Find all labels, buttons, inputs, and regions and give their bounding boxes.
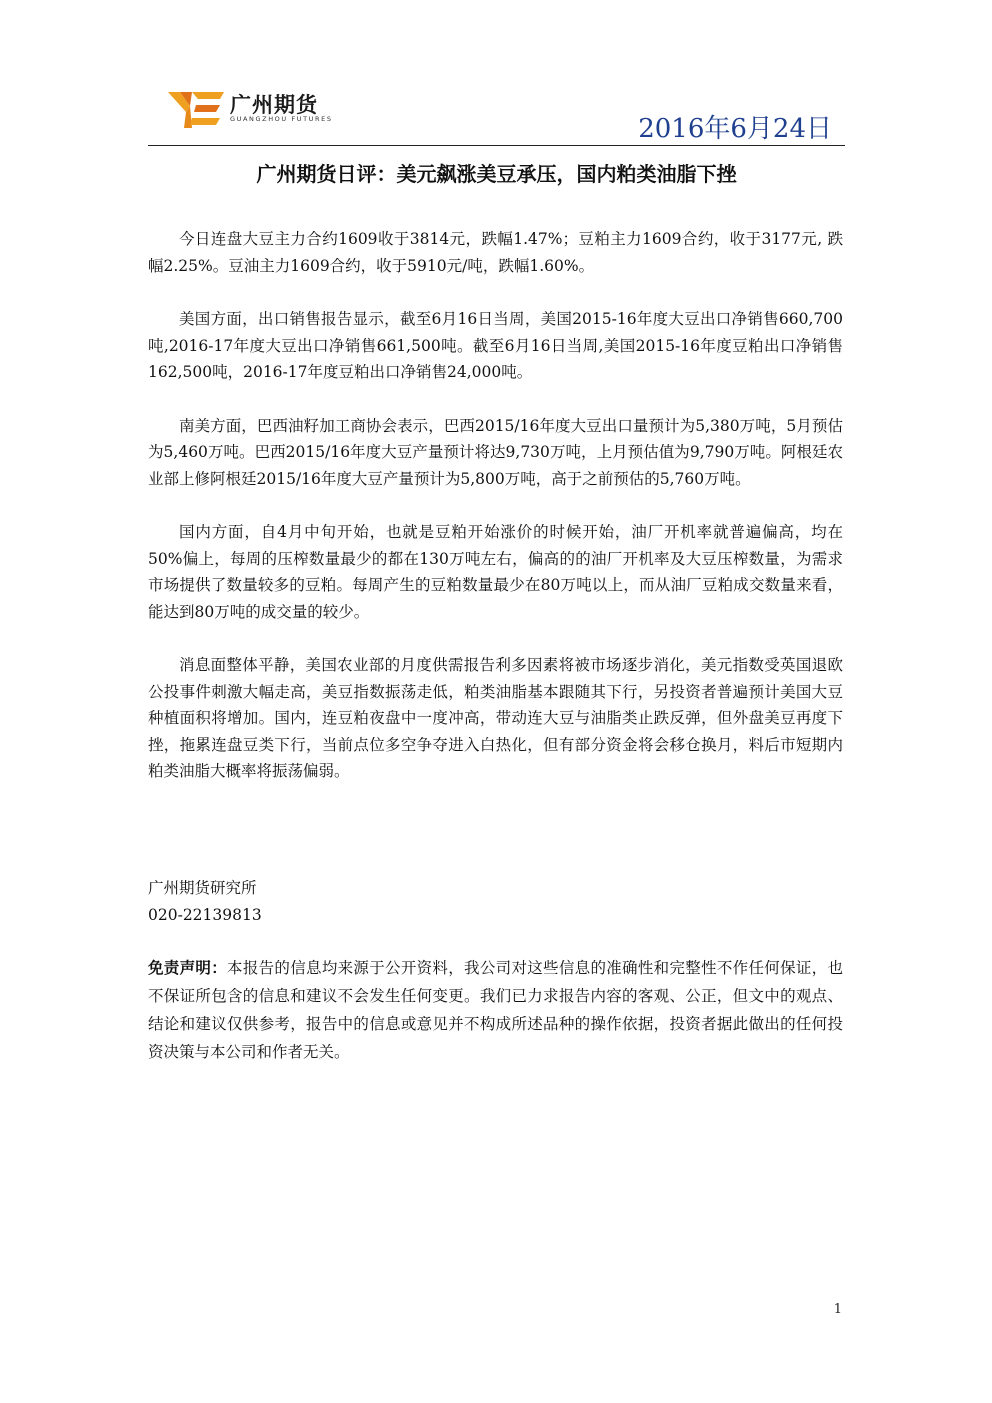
disclaimer <box>148 954 843 1066</box>
paragraph-news: 消息面整体平静，美国农业部的月度供需报告利多因素将被市场逐步消化，美元指数受英国退欧公投事件刺激大幅走高，美豆指数振荡走低，粕类油脂基本跟随其下行，另投资者普遍预计美国大豆种植面积将增加。国内，连豆粕夜盘中一度冲高，带动连大豆与油脂类止跌反弹，但外盘美豆再度下挫，拖累连盘豆类下行，当前点位多空争夺进入白热化，但有部分资金将会移仓换月，料后市短期内粕类油脂大概率将振荡偏弱。 <box>148 656 843 780</box>
disclaimer-text: 本报告的信息均来源于公开资料，我公司对这些信息的准确性和完整性不作任何保证，也不保证所包含的信息和建议不会发生任何变更。我们已力求报告内容的客观、公正，但文中的观点、结论和建议仅供参考，报告中的信息或意见并不构成所述品种的操作依据，投资者据此做出的任何投资决策与本公司和作者无关。 <box>148 959 843 1061</box>
signature-org: 广州期货研究所 <box>148 879 257 897</box>
paragraph-market-close: 今日连盘大豆主力合约1609收于3814元，跌幅1.47%；豆粕主力1609合约，收于3177元, 跌幅2.25%。豆油主力1609合约，收于5910元/吨，跌幅1.60%。 <box>148 230 843 275</box>
logo-name-cn: 广州期货 <box>230 93 318 117</box>
report-date: 2016年6月24日 <box>638 114 832 144</box>
paragraph-south-america: 南美方面，巴西油籽加工商协会表示，巴西2015/16年度大豆出口量预计为5,380万吨，5月预估为5,460万吨。巴西2015/16年度大豆产量预计将达9,730万吨，上月预估值为9,790万吨。阿根廷农业部上修阿根廷2015/16年度大豆产量预计为5,800万吨，高于之前预估的5,760万吨。 <box>148 416 843 488</box>
guangzhou-futures-logo-icon <box>168 88 226 128</box>
signature-block <box>148 875 843 929</box>
report-body <box>148 226 843 812</box>
company-logo <box>168 88 358 128</box>
disclaimer-label: 免责声明： <box>148 959 228 977</box>
page-number: 1 <box>833 1302 842 1317</box>
signature-phone: 020-22139813 <box>148 906 262 924</box>
header-divider <box>148 145 845 146</box>
paragraph-us: 美国方面，出口销售报告显示，截至6月16日当周，美国2015-16年度大豆出口净销售660,700吨,2016-17年度大豆出口净销售661,500吨。截至6月16日当周,美国2015-16年度豆粕出口净销售162,500吨，2016-17年度豆粕出口净销售24,000吨。 <box>148 310 843 381</box>
paragraph-domestic: 国内方面，自4月中旬开始，也就是豆粕开始涨价的时候开始，油厂开机率就普遍偏高，均在50%偏上，每周的压榨数量最少的都在130万吨左右，偏高的的油厂开机率及大豆压榨数量，为需求市场提供了数量较多的豆粕。每周产生的豆粕数量最少在80万吨以上，而从油厂豆粕成交数量来看，能达到80万吨的成交量的较少。 <box>148 523 843 621</box>
logo-name-en: GUANGZHOU FUTURES <box>230 115 333 123</box>
report-title: 广州期货日评：美元飙涨美豆承压，国内粕类油脂下挫 <box>256 162 737 186</box>
